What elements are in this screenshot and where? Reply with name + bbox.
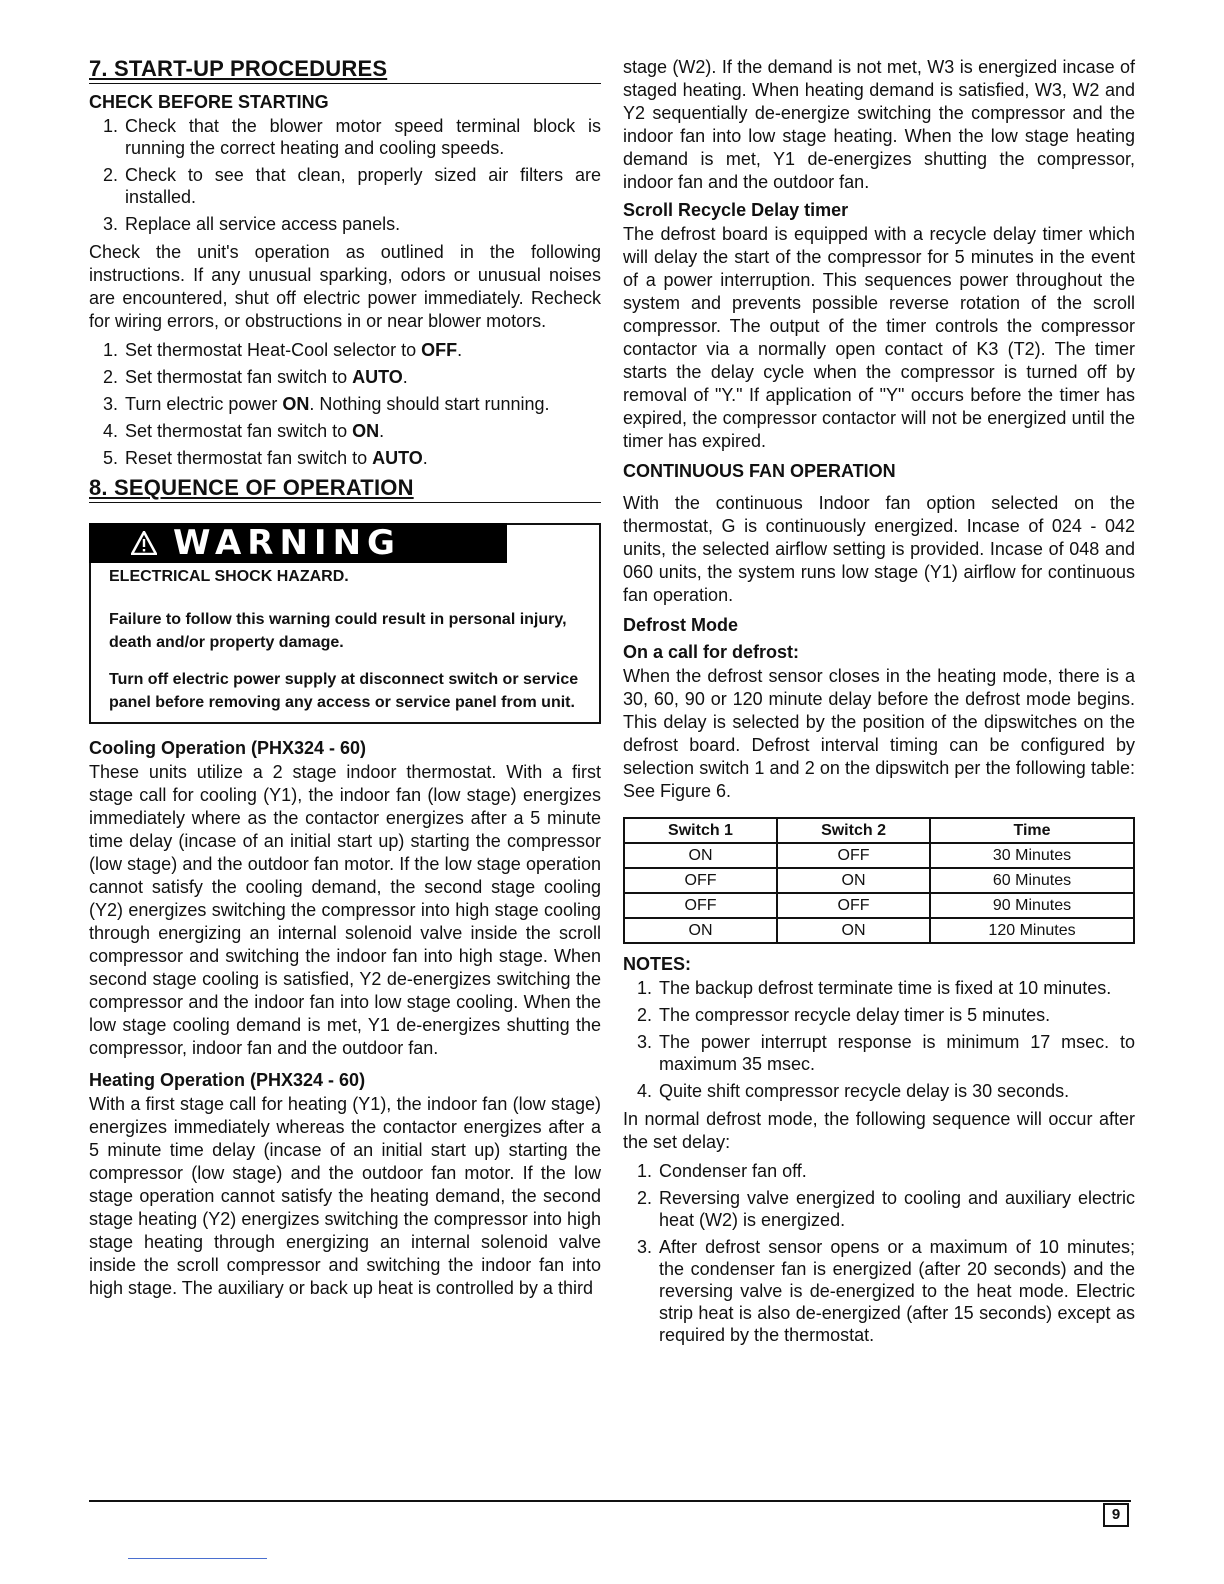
defrost-mode-heading: Defrost Mode: [623, 615, 739, 635]
table-row: [624, 893, 1134, 918]
warning-box: [89, 523, 601, 724]
list-item: 2. Reversing valve energized to cooling and auxiliary electric heat (W2) is energized.: [637, 1188, 1135, 1230]
left-column: [89, 56, 601, 1306]
list-item: 2. The compressor recycle delay timer is 5 minutes.: [637, 1005, 1051, 1025]
defrost-timing-table: [623, 817, 1135, 944]
table-row: [624, 918, 1134, 943]
list-item: 3. The power interrupt response is minimum 17 msec. to maximum 35 msec.: [637, 1032, 1135, 1074]
list-item: 1. Set thermostat Heat-Cool selector to OFF.: [103, 340, 463, 360]
check-list: [89, 115, 601, 235]
warning-word: WARNING: [173, 523, 401, 563]
page-number: 9: [1103, 1503, 1129, 1527]
list-item: 1. Check that the blower motor speed terminal block is running the correct heating and cooling speeds.: [103, 116, 601, 158]
list-item: 2. Set thermostat fan switch to AUTO.: [103, 367, 408, 387]
defrost-paragraph: When the defrost sensor closes in the heating mode, there is a 30, 60, 90 or 120 minute delay before the defrost mode begins. This delay is selected by the position of the dipswitches on the defrost board. Defrost interval timing can be configured by selection switch 1 and 2 on the dipswitch per the following table: See Figure 6.: [623, 666, 1135, 801]
table-header-row: [624, 818, 1134, 843]
normal-defrost-paragraph: In normal defrost mode, the following sequence will occur after the set delay:: [623, 1109, 1135, 1152]
list-item: 1. The backup defrost terminate time is fixed at 10 minutes.: [637, 978, 1112, 998]
footer-link-line: [128, 1558, 267, 1559]
warning-text-1: Failure to follow this warning could result in personal injury, death and/or property damage.: [109, 611, 567, 651]
table-cell: 30 Minutes: [930, 843, 1134, 868]
table-header: Switch 1: [624, 818, 777, 843]
list-item: 1. Condenser fan off.: [637, 1161, 807, 1181]
check-before-starting-heading: CHECK BEFORE STARTING: [89, 92, 329, 112]
list-item: 3. Replace all service access panels.: [103, 214, 401, 234]
table-cell: 60 Minutes: [930, 868, 1134, 893]
heating-heading: Heating Operation (PHX324 - 60): [89, 1070, 366, 1090]
list-item: 2. Check to see that clean, properly sized air filters are installed.: [103, 165, 601, 207]
right-column: [623, 56, 1135, 1352]
heating-paragraph: With a first stage call for heating (Y1), the indoor fan (low stage) energizes immediately whereas the contactor energizes after a 5 minute time delay (incase of an initial start up) starting the compressor (low stage) and the outdoor fan motor. If the low stage operation cannot satisfy the heating demand, the second stage heating (Y2) energizes switching the compressor into high stage heating through energizing an internal solenoid valve inside the scroll compressor and switching the indoor fan into high stage. The auxiliary or back up heat is controlled by a third: [89, 1094, 601, 1298]
table-row: [624, 843, 1134, 868]
table-cell: OFF: [624, 868, 777, 893]
table-cell: ON: [777, 868, 930, 893]
defrost-call-subheading: On a call for defrost:: [623, 642, 800, 662]
table-cell: ON: [624, 843, 777, 868]
hazard-label: ELECTRICAL SHOCK HAZARD.: [109, 568, 349, 585]
notes-heading: NOTES:: [623, 954, 692, 974]
check-paragraph: Check the unit's operation as outlined in the following instructions. If any unusual sparking, odors or unusual noises are encountered, shut off electric power immediately. Recheck for wiring errors, or obstructions in or near blower motors.: [89, 242, 601, 331]
table-cell: 120 Minutes: [930, 918, 1134, 943]
sequence-list: [623, 1160, 1135, 1346]
steps-list: [89, 339, 601, 469]
table-cell: ON: [777, 918, 930, 943]
warning-text-2: Turn off electric power supply at disconnect switch or service panel before removing any access or service panel from unit.: [109, 671, 579, 711]
heating-continued-paragraph: stage (W2). If the demand is not met, W3 is energized incase of staged heating. When heating demand is satisfied, W3, W2 and Y2 sequentially de-energize switching the compressor and the indoor fan into low stage heating. When the low stage heating demand is met, Y1 de-energizes shutting the compressor, indoor fan and the outdoor fan.: [623, 57, 1135, 192]
footer-rule: [89, 1500, 1131, 1502]
scroll-recycle-heading: Scroll Recycle Delay timer: [623, 200, 849, 220]
warning-banner: [89, 523, 507, 563]
list-item: 4. Quite shift compressor recycle delay is 30 seconds.: [637, 1081, 1070, 1101]
section-8-title: 8. SEQUENCE OF OPERATION: [89, 475, 601, 503]
list-item: 4. Set thermostat fan switch to ON.: [103, 421, 385, 441]
table-header: Time: [930, 818, 1134, 843]
list-item: 3. Turn electric power ON. Nothing should start running.: [103, 394, 550, 414]
list-item: 3. After defrost sensor opens or a maximum of 10 minutes; the condenser fan is energized (after 20 seconds) and the reversing valve is de-energized to the heat mode. Electric strip heat is also de-energized (after 15 seconds) except as required by the thermostat.: [637, 1237, 1135, 1345]
continuous-fan-paragraph: With the continuous Indoor fan option selected on the thermostat, G is continuously energized. Incase of 024 - 042 units, the selected airflow setting is provided. Incase of 048 and 060 units, the system runs low stage (Y1) airflow for continuous fan operation.: [623, 493, 1135, 605]
table-cell: OFF: [777, 843, 930, 868]
cooling-heading: Cooling Operation (PHX324 - 60): [89, 738, 367, 758]
notes-list: [623, 977, 1135, 1102]
cooling-paragraph: These units utilize a 2 stage indoor thermostat. With a first stage call for cooling (Y1), the indoor fan (low stage) energizes immediately where as the contactor energizes after a 5 minute time delay (incase of an initial start up) starting the compressor (low stage) and the outdoor fan motor. If the low stage operation cannot satisfy the cooling demand, the second stage cooling (Y2) energizes switching the compressor into high stage cooling through energizing an internal solenoid valve inside the scroll compressor and switching the indoor fan into high stage. When second stage cooling is satisfied, Y2 de-energizes switching the compressor and the indoor fan into low stage cooling. When the low stage cooling demand is met, Y1 de-energizes shutting the compressor, indoor fan and the outdoor fan.: [89, 762, 601, 1058]
list-item: 5. Reset thermostat fan switch to AUTO.: [103, 448, 428, 468]
warning-triangle-icon: [131, 531, 157, 555]
table-cell: OFF: [624, 893, 777, 918]
table-cell: 90 Minutes: [930, 893, 1134, 918]
scroll-recycle-paragraph: The defrost board is equipped with a recycle delay timer which will delay the start of the compressor for 5 minutes in the event of a power interruption. This sequences power throughout the system and prevents possible reverse rotation of the scroll compressor. The output of the timer controls the compressor contactor via a normally open contact of K3 (T2). The timer starts the delay cycle when the compressor is turned off by removal of "Y." If application of "Y" occurs before the timer has expired, the compressor contactor will not be energized until the timer has expired.: [623, 224, 1135, 451]
table-cell: ON: [624, 918, 777, 943]
table-row: [624, 868, 1134, 893]
section-7-title: 7. START-UP PROCEDURES: [89, 56, 601, 84]
table-cell: OFF: [777, 893, 930, 918]
table-header: Switch 2: [777, 818, 930, 843]
continuous-fan-heading: CONTINUOUS FAN OPERATION: [623, 461, 896, 481]
